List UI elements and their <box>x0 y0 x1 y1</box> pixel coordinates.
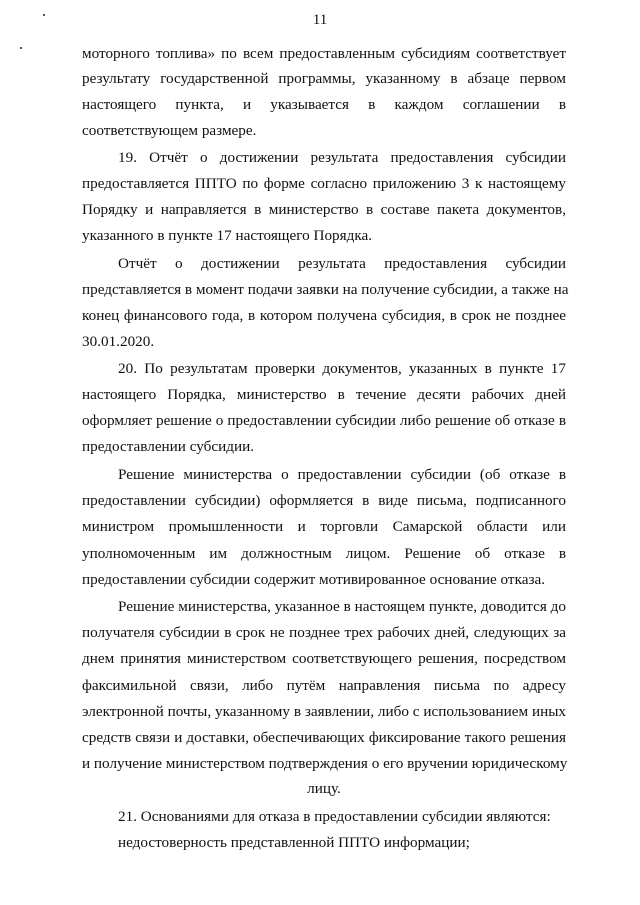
text-line: соответствующем размере. <box>82 122 257 139</box>
text-line: днем принятия министерством соответствующего решения, посредством <box>82 650 566 667</box>
text-line: 20. По результатам проверки документов, указанных в пункте 17 <box>118 360 566 377</box>
text-line: средств связи и доставки, обеспечивающих фиксирование такого решения <box>82 729 566 746</box>
text-line: лицу. <box>307 780 341 797</box>
text-line: предоставлении субсидии) оформляется в виде письма, подписанного <box>82 492 566 509</box>
text-line: Решение министерства о предоставлении субсидии (об отказе в <box>118 466 566 483</box>
text-line: 30.01.2020. <box>82 333 155 350</box>
text-line: моторного топлива» по всем предоставленным субсидиям соответствует <box>82 45 566 62</box>
page-number: 11 <box>312 11 328 28</box>
text-line: конец финансового года, в котором получена субсидия, в срок не позднее <box>82 307 566 324</box>
text-line: уполномоченным им должностным лицом. Решение об отказе в <box>82 545 566 562</box>
text-line: министром промышленности и торговли Самарской области или <box>82 518 566 535</box>
text-line: 21. Основаниями для отказа в предоставлении субсидии являются: <box>118 808 551 825</box>
text-line: предоставляется ППТО по форме согласно приложению 3 к настоящему <box>82 175 566 192</box>
text-line: получателя субсидии в срок не позднее трех рабочих дней, следующих за <box>82 624 566 641</box>
text-line: настоящего пункта, и указывается в каждом соглашении в <box>82 96 566 113</box>
text-line: и получение министерством подтверждения о его вручении юридическому <box>82 755 568 772</box>
text-line: предоставлении субсидии содержит мотивированное основание отказа. <box>82 571 545 588</box>
text-line: Порядку и направляется в министерство в составе пакета документов, <box>82 201 566 218</box>
scan-speck <box>20 47 22 49</box>
text-line: представляется в момент подачи заявки на получение субсидии, а также на <box>82 281 569 298</box>
text-line: электронной почты, указанному в заявлении, либо с использованием иных <box>82 703 566 720</box>
text-line: результату государственной программы, указанному в абзаце первом <box>82 70 566 87</box>
text-line: предоставлении субсидии. <box>82 438 255 455</box>
text-line: Решение министерства, указанное в настоящем пункте, доводится до <box>118 598 566 615</box>
text-line: настоящего Порядка, министерство в течение десяти рабочих дней <box>82 386 566 403</box>
text-line: Отчёт о достижении результата предоставления субсидии <box>118 255 566 272</box>
text-line: оформляет решение о предоставлении субсидии либо решение об отказе в <box>82 412 566 429</box>
text-line: недостоверность представленной ППТО информации; <box>118 834 470 851</box>
text-line: факсимильной связи, либо путём направления письма по адресу <box>82 677 566 694</box>
text-line: 19. Отчёт о достижении результата предоставления субсидии <box>118 149 566 166</box>
text-line: указанного в пункте 17 настоящего Порядка. <box>82 227 373 244</box>
